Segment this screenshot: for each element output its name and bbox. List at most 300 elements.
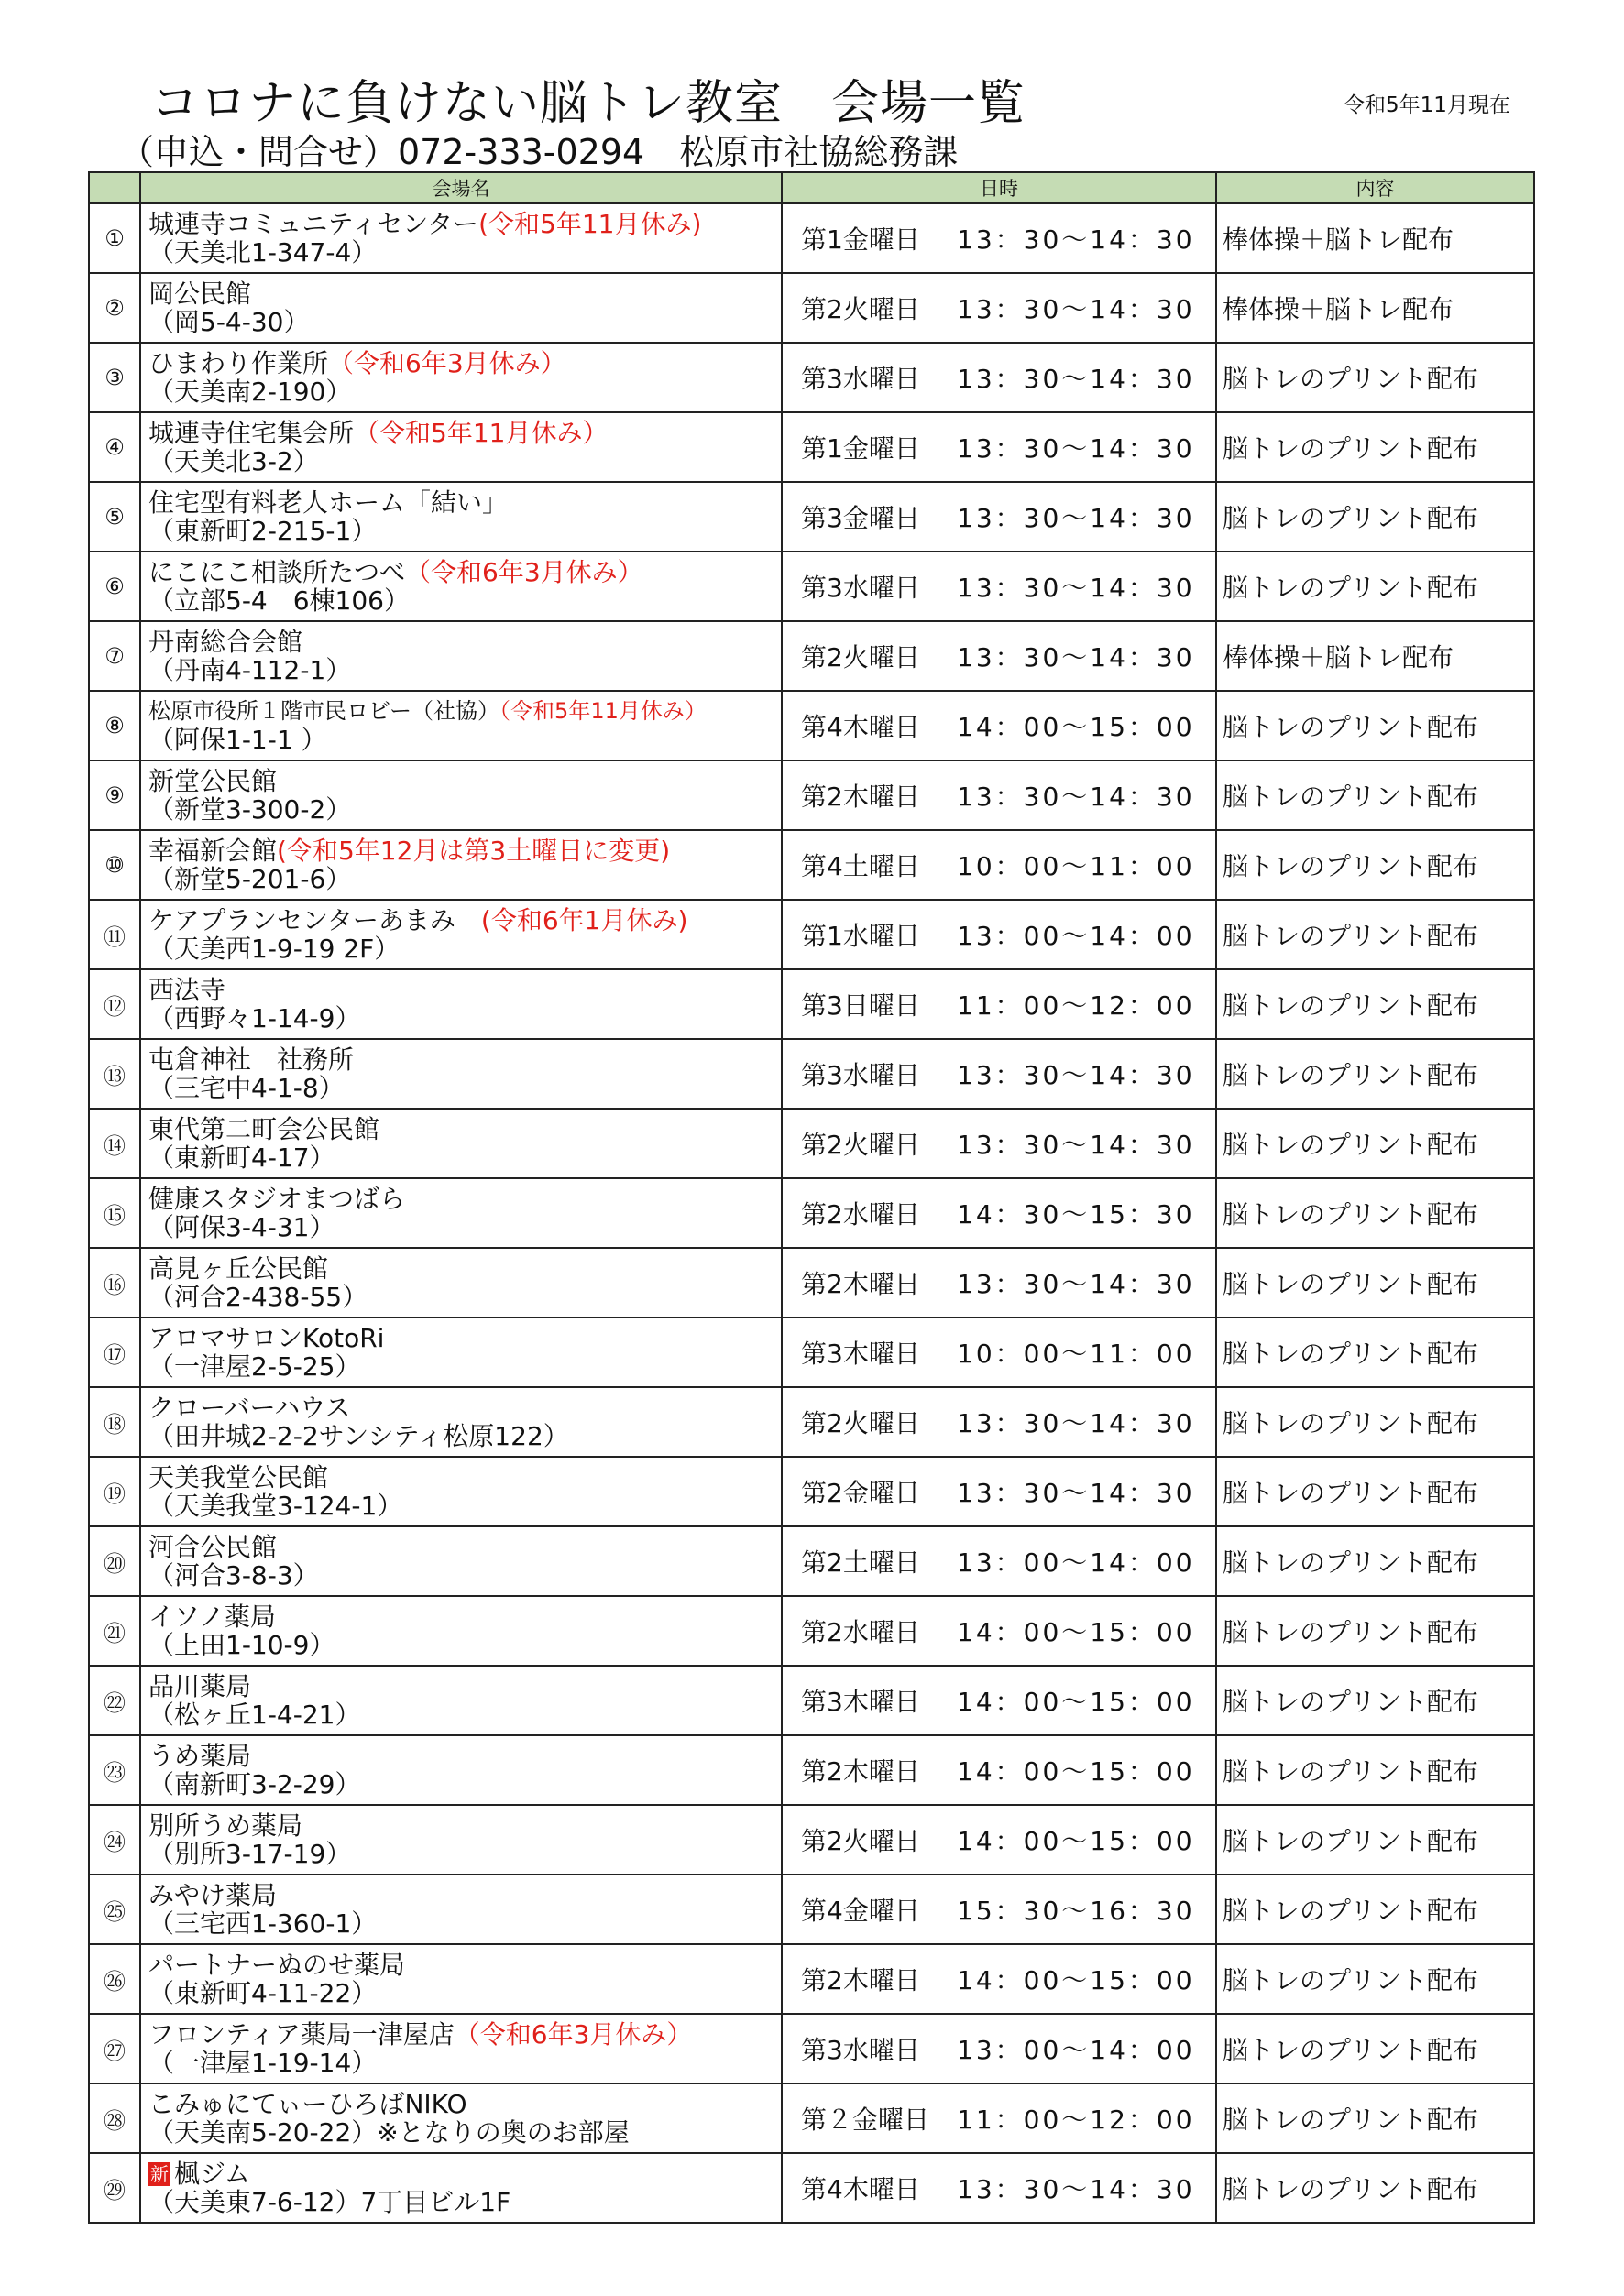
row-number: ㉓ [89,1735,140,1805]
venue-name: こみゅにてぃーひろばNIKO [148,2089,467,2119]
schedule-hours: 13：00～14：00 [957,921,1195,951]
schedule-cell [782,1387,1216,1457]
content-cell: 脳トレのプリント配布 [1216,1526,1534,1596]
content-cell: 脳トレのプリント配布 [1216,1944,1534,2014]
content-cell: 脳トレのプリント配布 [1216,552,1534,621]
schedule-day: 第3水曜日 [801,2035,920,2065]
venue-address: （東新町4-17） [148,1143,335,1173]
venue-name: みやけ薬局 [148,1880,278,1910]
venue-cell [140,1875,782,1944]
venue-name: 別所うめ薬局 [148,1810,303,1841]
venue-cell [140,621,782,691]
header-content: 内容 [1216,172,1534,203]
venue-cell [140,2153,782,2223]
schedule-day: 第1水曜日 [801,921,920,951]
schedule-cell [782,621,1216,691]
page-title: コロナに負けない脳トレ教室 会場一覧 [151,76,1026,131]
venue-name-line [148,349,781,377]
schedule-cell [782,900,1216,969]
schedule-cell [782,273,1216,343]
content-cell: 脳トレのプリント配布 [1216,1457,1534,1526]
schedule-day: 第3金曜日 [801,503,920,533]
venue-note: （令和5年11月休み） [499,698,707,724]
schedule-hours: 13：30～14：30 [957,433,1195,464]
content-cell: 脳トレのプリント配布 [1216,1735,1534,1805]
venue-cell [140,203,782,273]
venue-name: イソノ薬局 [148,1602,276,1632]
venue-name-line [148,2090,781,2118]
table-row [89,482,1534,552]
venue-name: 品川薬局 [148,1671,252,1701]
schedule-day: 第2水曜日 [801,1617,920,1647]
row-number: ③ [89,343,140,412]
venue-address: （立部5-4 6棟106） [148,585,410,616]
venue-cell [140,1666,782,1735]
schedule-hours: 10：00～11：00 [957,851,1195,881]
schedule-cell [782,1248,1216,1317]
venue-address: （東新町2-215-1） [148,516,378,546]
table-row [89,760,1534,830]
venue-name: 城連寺コミュニティセンター [148,209,479,239]
venue-name: フロンティア薬局一津屋店 [148,2019,455,2050]
venue-cell [140,760,782,830]
venue-name-line [148,906,781,935]
venue-note: （令和5年11月休み） [354,418,609,448]
venue-name-line [148,1533,781,1561]
schedule-hours: 13：00～14：00 [957,2035,1195,2065]
content-cell: 脳トレのプリント配布 [1216,1039,1534,1109]
content-cell: 脳トレのプリント配布 [1216,482,1534,552]
row-number: ㉑ [89,1596,140,1666]
venue-address: （松ヶ丘1-4-21） [148,1700,361,1730]
row-number: ⑦ [89,621,140,691]
row-number: ④ [89,412,140,482]
venue-name: 岡公民館 [148,279,252,309]
venue-cell [140,1387,782,1457]
venue-address: （上田1-10-9） [148,1630,335,1660]
venue-name: 屯倉神社 社務所 [148,1044,355,1075]
content-cell: 脳トレのプリント配布 [1216,900,1534,969]
venue-cell [140,1457,782,1526]
schedule-cell [782,830,1216,900]
row-number: ⑫ [89,969,140,1039]
content-cell: 脳トレのプリント配布 [1216,2083,1534,2153]
venue-address: （河合2-438-55） [148,1282,368,1312]
venue-name-line [148,2159,781,2188]
venue-cell [140,2083,782,2153]
table-row [89,969,1534,1039]
row-number: ⑨ [89,760,140,830]
content-cell: 脳トレのプリント配布 [1216,412,1534,482]
venue-name-line [148,836,781,865]
venue-name-line [148,1115,781,1143]
table-header-row [89,172,1534,203]
venue-address: （天美我堂3-124-1） [148,1491,403,1521]
schedule-hours: 13：30～14：30 [957,573,1195,603]
venue-name-line [148,1742,781,1770]
schedule-day: 第4土曜日 [801,851,920,881]
schedule-hours: 15：30～16：30 [957,1896,1195,1926]
schedule-hours: 13：30～14：30 [957,1130,1195,1160]
venue-cell [140,412,782,482]
schedule-hours: 13：30～14：30 [957,224,1195,255]
venue-cell [140,1596,782,1666]
header-datetime: 日時 [782,172,1216,203]
venue-note: （令和6年3月休み） [328,348,566,378]
content-cell: 脳トレのプリント配布 [1216,691,1534,760]
schedule-cell [782,1039,1216,1109]
content-cell: 脳トレのプリント配布 [1216,1387,1534,1457]
row-number: ㉙ [89,2153,140,2223]
venue-table [88,171,1535,2224]
schedule-hours: 13：30～14：30 [957,782,1195,812]
venue-name: 河合公民館 [148,1532,278,1562]
schedule-day: 第２金曜日 [801,2105,930,2135]
venue-address: （天美南5-20-22）※となりの奥のお部屋 [148,2117,630,2148]
row-number: ⑱ [89,1387,140,1457]
schedule-cell [782,1875,1216,1944]
schedule-day: 第4木曜日 [801,2174,920,2204]
venue-name: ひまわり作業所 [148,348,329,378]
row-number: ② [89,273,140,343]
venue-name: 東代第二町会公民館 [148,1114,380,1144]
schedule-cell [782,1944,1216,2014]
venue-cell [140,343,782,412]
row-number: ⑬ [89,1039,140,1109]
table-row [89,203,1534,273]
schedule-cell [782,2153,1216,2223]
table-row [89,1317,1534,1387]
venue-cell [140,1944,782,2014]
schedule-day: 第2火曜日 [801,642,920,672]
schedule-hours: 13：30～14：30 [957,364,1195,394]
schedule-day: 第3水曜日 [801,573,920,603]
venue-name: クローバーハウス [148,1393,351,1423]
venue-address: （新堂5-201-6） [148,864,352,894]
venue-name: 西法寺 [148,975,226,1005]
schedule-cell [782,412,1216,482]
schedule-day: 第2火曜日 [801,1826,920,1856]
table-row [89,1666,1534,1735]
schedule-hours: 14：00～15：00 [957,1965,1195,1995]
row-number: ⑪ [89,900,140,969]
schedule-day: 第4金曜日 [801,1896,920,1926]
schedule-cell [782,2014,1216,2083]
venue-address: （河合3-8-3） [148,1560,319,1591]
venue-name-line [148,767,781,795]
content-cell: 脳トレのプリント配布 [1216,1109,1534,1178]
venue-name-line [148,558,781,586]
schedule-cell [782,1178,1216,1248]
schedule-day: 第2木曜日 [801,1965,920,1995]
table-body [89,203,1534,2223]
row-number: ㉘ [89,2083,140,2153]
content-cell: 脳トレのプリント配布 [1216,1178,1534,1248]
venue-address: （一津屋1-19-14） [148,2048,378,2078]
schedule-cell [782,1735,1216,1805]
venue-name-line [148,1602,781,1631]
venue-address: （三宅西1-360-1） [148,1908,378,1939]
venue-name: アロマサロンKotoRi [148,1323,385,1353]
table-row [89,1109,1534,1178]
schedule-day: 第2水曜日 [801,1199,920,1230]
venue-address: （新堂3-300-2） [148,794,352,825]
venue-address: （天美東7-6-12）7丁目ビル1F [148,2187,511,2217]
venue-name-line [148,279,781,308]
table-row [89,273,1534,343]
venue-name: にこにこ相談所たつべ [148,557,406,587]
table-row [89,2083,1534,2153]
schedule-hours: 13：00～14：00 [957,1547,1195,1578]
venue-address: （阿保1-1-1 ） [148,725,327,755]
row-number: ㉗ [89,2014,140,2083]
schedule-day: 第2木曜日 [801,1269,920,1299]
venue-address: （丹南4-112-1） [148,655,352,685]
table-row [89,900,1534,969]
schedule-cell [782,343,1216,412]
schedule-hours: 14：00～15：00 [957,1826,1195,1856]
table-row [89,1248,1534,1317]
row-number: ⑭ [89,1109,140,1178]
venue-name-line [148,1951,781,1979]
schedule-cell [782,1805,1216,1875]
table-row [89,1457,1534,1526]
content-cell: 脳トレのプリント配布 [1216,760,1534,830]
venue-address: （一津屋2-5-25） [148,1351,361,1382]
schedule-hours: 13：30～14：30 [957,1060,1195,1090]
schedule-day: 第1金曜日 [801,433,920,464]
venue-cell [140,1248,782,1317]
schedule-hours: 13：30～14：30 [957,1408,1195,1438]
content-cell: 脳トレのプリント配布 [1216,1805,1534,1875]
schedule-day: 第3水曜日 [801,1060,920,1090]
venue-name-line [148,628,781,656]
venue-name-line [148,697,781,726]
venue-address: （天美北1-347-4） [148,237,378,268]
row-number: ㉖ [89,1944,140,2014]
table-row [89,830,1534,900]
row-number: ① [89,203,140,273]
content-cell: 脳トレのプリント配布 [1216,830,1534,900]
content-cell: 脳トレのプリント配布 [1216,2014,1534,2083]
schedule-day: 第4木曜日 [801,712,920,742]
venue-cell [140,1317,782,1387]
venue-name: 住宅型有料老人ホーム「結い」 [148,487,509,518]
schedule-cell [782,1317,1216,1387]
schedule-cell [782,1666,1216,1735]
venue-name: 松原市役所１階市民ロビー（社協） [148,698,500,724]
venue-name: うめ薬局 [148,1741,252,1771]
content-cell: 脳トレのプリント配布 [1216,1666,1534,1735]
venue-name-line [148,488,781,517]
row-number: ⑯ [89,1248,140,1317]
table-row [89,1039,1534,1109]
venue-name-line [148,1672,781,1700]
venue-cell [140,1109,782,1178]
venue-name: 新堂公民館 [148,766,278,796]
venue-cell [140,273,782,343]
venue-name: 楓ジム [174,2159,250,2189]
schedule-day: 第2木曜日 [801,782,920,812]
row-number: ㉔ [89,1805,140,1875]
venue-name-line [148,1254,781,1283]
schedule-day: 第3水曜日 [801,364,920,394]
venue-name-line [148,1324,781,1352]
venue-name-line [148,976,781,1004]
venue-cell [140,552,782,621]
schedule-day: 第2火曜日 [801,294,920,324]
venue-address: （阿保3-4-31） [148,1212,335,1242]
schedule-hours: 13：30～14：30 [957,1269,1195,1299]
schedule-cell [782,2083,1216,2153]
content-cell: 脳トレのプリント配布 [1216,1248,1534,1317]
schedule-cell [782,969,1216,1039]
table-row [89,552,1534,621]
venue-note: (令和5年12月は第3土曜日に変更) [277,836,671,866]
table-row [89,2153,1534,2223]
venue-address: （別所3-17-19） [148,1839,352,1869]
row-number: ㉕ [89,1875,140,1944]
content-cell: 棒体操＋脳トレ配布 [1216,273,1534,343]
table-row [89,1387,1534,1457]
schedule-cell [782,203,1216,273]
row-number: ⑩ [89,830,140,900]
venue-note: （令和6年3月休み） [454,2019,693,2050]
row-number: ⑳ [89,1526,140,1596]
table-row [89,1735,1534,1805]
venue-cell [140,1526,782,1596]
venue-name-line [148,1185,781,1213]
schedule-hours: 13：30～14：30 [957,503,1195,533]
venue-name: 城連寺住宅集会所 [148,418,355,448]
venue-address: （東新町4-11-22） [148,1978,378,2008]
table-row [89,2014,1534,2083]
venue-cell [140,482,782,552]
schedule-day: 第2火曜日 [801,1130,920,1160]
table-row [89,1944,1534,2014]
venue-cell [140,1178,782,1248]
schedule-day: 第3木曜日 [801,1339,920,1369]
venue-name-line [148,210,781,238]
contact-line: （申込・問合せ）072-333-0294 松原市社協総務課 [119,132,959,172]
row-number: ⑤ [89,482,140,552]
schedule-cell [782,1596,1216,1666]
venue-name-line [148,419,781,447]
table-row [89,691,1534,760]
row-number: ⑲ [89,1457,140,1526]
venue-name: 天美我堂公民館 [148,1462,329,1492]
table-row [89,1526,1534,1596]
row-number: ㉒ [89,1666,140,1735]
venue-name-line [148,1045,781,1074]
schedule-day: 第2木曜日 [801,1756,920,1787]
content-cell: 脳トレのプリント配布 [1216,1317,1534,1387]
venue-note: (令和6年1月休み) [455,905,688,935]
venue-name: パートナーぬのせ薬局 [148,1950,406,1980]
header-venue: 会場名 [140,172,782,203]
venue-name: ケアプランセンターあまみ [148,905,455,935]
schedule-day: 第2土曜日 [801,1547,920,1578]
schedule-cell [782,1109,1216,1178]
schedule-hours: 11：00～12：00 [957,990,1195,1021]
content-cell: 脳トレのプリント配布 [1216,969,1534,1039]
venue-note: （令和6年3月休み） [405,557,643,587]
schedule-day: 第2金曜日 [801,1478,920,1508]
venue-name-line [148,1811,781,1840]
schedule-hours: 13：30～14：30 [957,1478,1195,1508]
schedule-day: 第3日曜日 [801,990,920,1021]
as-of-date: 令和5年11月現在 [1344,93,1510,117]
venue-name: 幸福新会館 [148,836,278,866]
schedule-cell [782,552,1216,621]
row-number: ⑥ [89,552,140,621]
schedule-hours: 14：00～15：00 [957,712,1195,742]
schedule-cell [782,760,1216,830]
schedule-cell [782,691,1216,760]
venue-cell [140,2014,782,2083]
venue-address: （田井城2-2-2サンシティ松原122） [148,1421,569,1451]
venue-name: 健康スタジオまつばら [148,1184,406,1214]
venue-name: 丹南総合会館 [148,627,303,657]
venue-address: （天美西1-9-19 2F） [148,934,401,964]
venue-name-line [148,1394,781,1422]
venue-cell [140,969,782,1039]
venue-address: （岡5-4-30） [148,307,310,337]
content-cell: 棒体操＋脳トレ配布 [1216,621,1534,691]
venue-cell [140,830,782,900]
venue-address: （天美南2-190） [148,377,352,407]
venue-cell [140,1039,782,1109]
header-number-cell [89,172,140,203]
venue-name-line [148,1463,781,1492]
table-row [89,343,1534,412]
schedule-hours: 13：30～14：30 [957,2174,1195,2204]
schedule-day: 第3木曜日 [801,1687,920,1717]
content-cell: 脳トレのプリント配布 [1216,343,1534,412]
schedule-day: 第2火曜日 [801,1408,920,1438]
table-row [89,1875,1534,1944]
venue-name-line [148,2020,781,2049]
schedule-hours: 14：00～15：00 [957,1687,1195,1717]
venue-name: 高見ヶ丘公民館 [148,1253,329,1284]
schedule-hours: 14：00～15：00 [957,1756,1195,1787]
venue-note: (令和5年11月休み) [478,209,702,239]
table-row [89,1178,1534,1248]
schedule-hours: 10：00～11：00 [957,1339,1195,1369]
row-number: ⑮ [89,1178,140,1248]
venue-address: （南新町3-2-29） [148,1769,361,1799]
schedule-hours: 11：00～12：00 [957,2105,1195,2135]
schedule-cell [782,1526,1216,1596]
content-cell: 脳トレのプリント配布 [1216,1875,1534,1944]
new-badge: 新 [150,2163,169,2185]
venue-name-line [148,1881,781,1909]
row-number: ⑧ [89,691,140,760]
schedule-hours: 14：00～15：00 [957,1617,1195,1647]
row-number: ⑰ [89,1317,140,1387]
table-row [89,412,1534,482]
content-cell: 脳トレのプリント配布 [1216,2153,1534,2223]
table-row [89,1596,1534,1666]
table-row [89,1805,1534,1875]
content-cell: 脳トレのプリント配布 [1216,1596,1534,1666]
venue-address: （三宅中4-1-8） [148,1073,345,1103]
venue-cell [140,1805,782,1875]
schedule-day: 第1金曜日 [801,224,920,255]
schedule-cell [782,482,1216,552]
table-row [89,621,1534,691]
venue-cell [140,691,782,760]
